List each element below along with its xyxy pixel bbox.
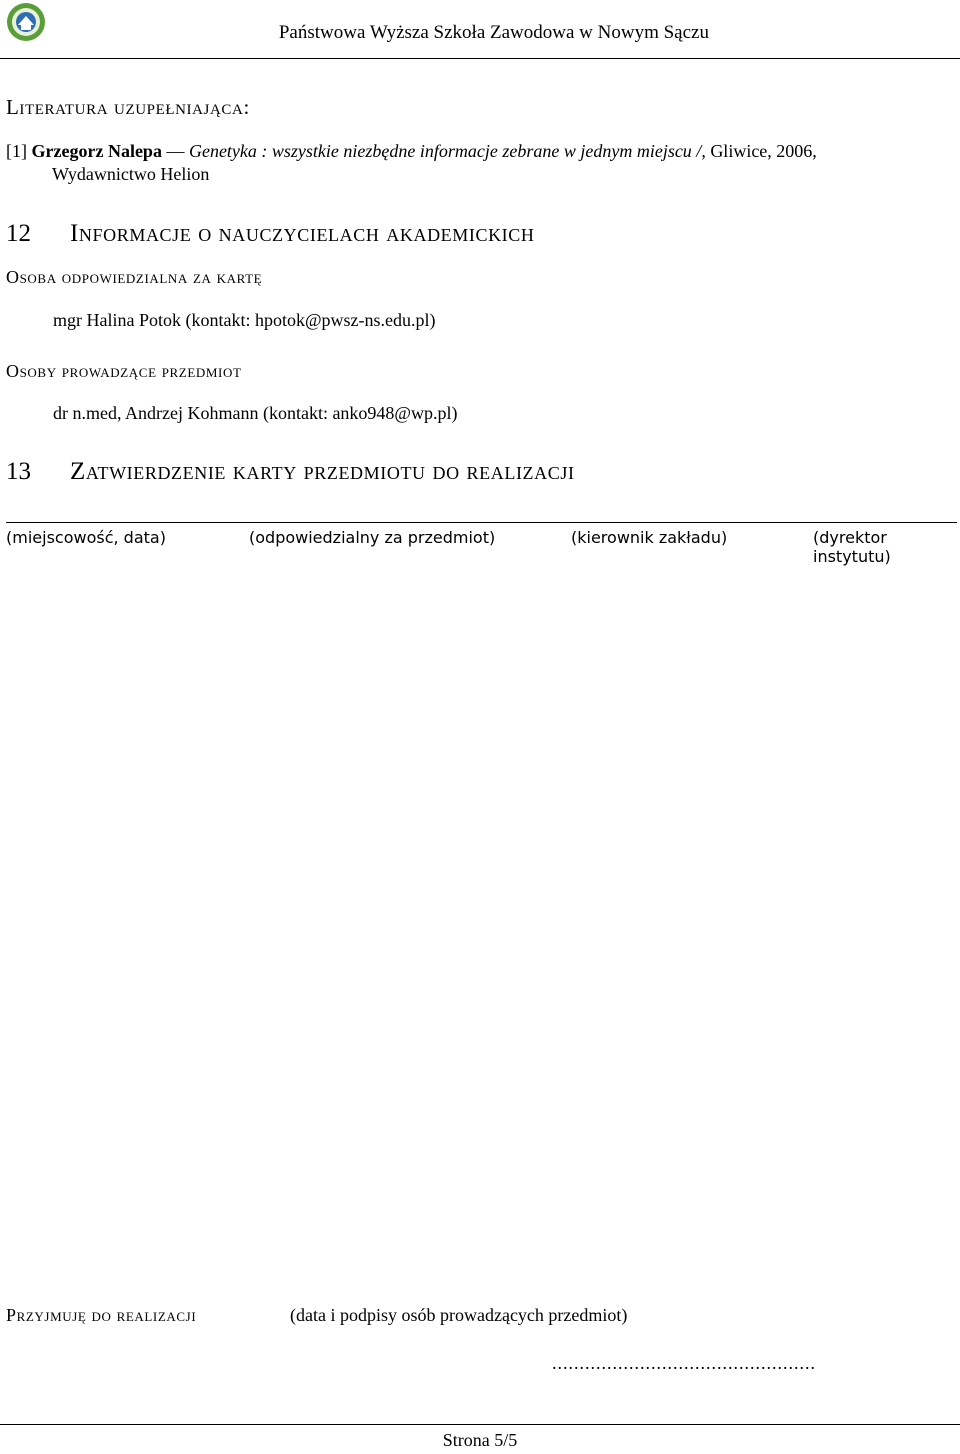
footer-rule [0, 1424, 960, 1425]
acceptance-note: (data i podpisy osób prowadzących przedmiot) [290, 1305, 628, 1325]
ref-rest: , Gliwice, 2006, [701, 141, 817, 161]
header-institution: Państwowa Wyższa Szkoła Zawodowa w Nowym Sączu [278, 22, 709, 43]
section-13-title: Zatwierdzenie karty przedmiotu do realizacji [70, 458, 575, 485]
section-12-title: Informacje o nauczycielach akademickich [70, 220, 535, 247]
section-12-heading [6, 220, 534, 248]
ref-author: Grzegorz Nalepa [31, 141, 162, 161]
section-12-number: 12 [6, 220, 31, 247]
signature-dots: ................................................ [552, 1353, 816, 1373]
signature-rule [6, 522, 957, 523]
teachers-heading: Osoby prowadzące przedmiot [6, 361, 242, 381]
ref-index: [1] [6, 141, 27, 161]
header-rule [0, 58, 960, 59]
responsible-person: mgr Halina Potok (kontakt: hpotok@pwsz-ns.edu.pl) [53, 310, 436, 330]
responsible-heading: Osoba odpowiedzialna za kartę [6, 267, 263, 287]
literature-heading: Literatura uzupełniająca: [6, 95, 250, 119]
teacher-item: dr n.med, Andrzej Kohmann (kontakt: anko948@wp.pl) [53, 403, 458, 423]
literature-item [6, 140, 956, 186]
ref-title: Genetyka : wszystkie niezbędne informacje zebrane w jednym miejscu / [188, 141, 702, 161]
section-13-heading [6, 458, 575, 486]
section-13-number: 13 [6, 458, 31, 485]
signature-place-date: (miejscowość, data) [6, 528, 166, 547]
signature-director: (dyrektor instytutu) [813, 528, 891, 566]
ref-dash: — [161, 141, 189, 161]
page-number: Strona 5/5 [442, 1430, 518, 1450]
acceptance-label: Przyjmuję do realizacji [6, 1305, 197, 1325]
signature-head: (kierownik zakładu) [571, 528, 728, 547]
ref-publisher: Wydawnictwo Helion [52, 164, 210, 184]
signature-responsible: (odpowiedzialny za przedmiot) [249, 528, 496, 547]
